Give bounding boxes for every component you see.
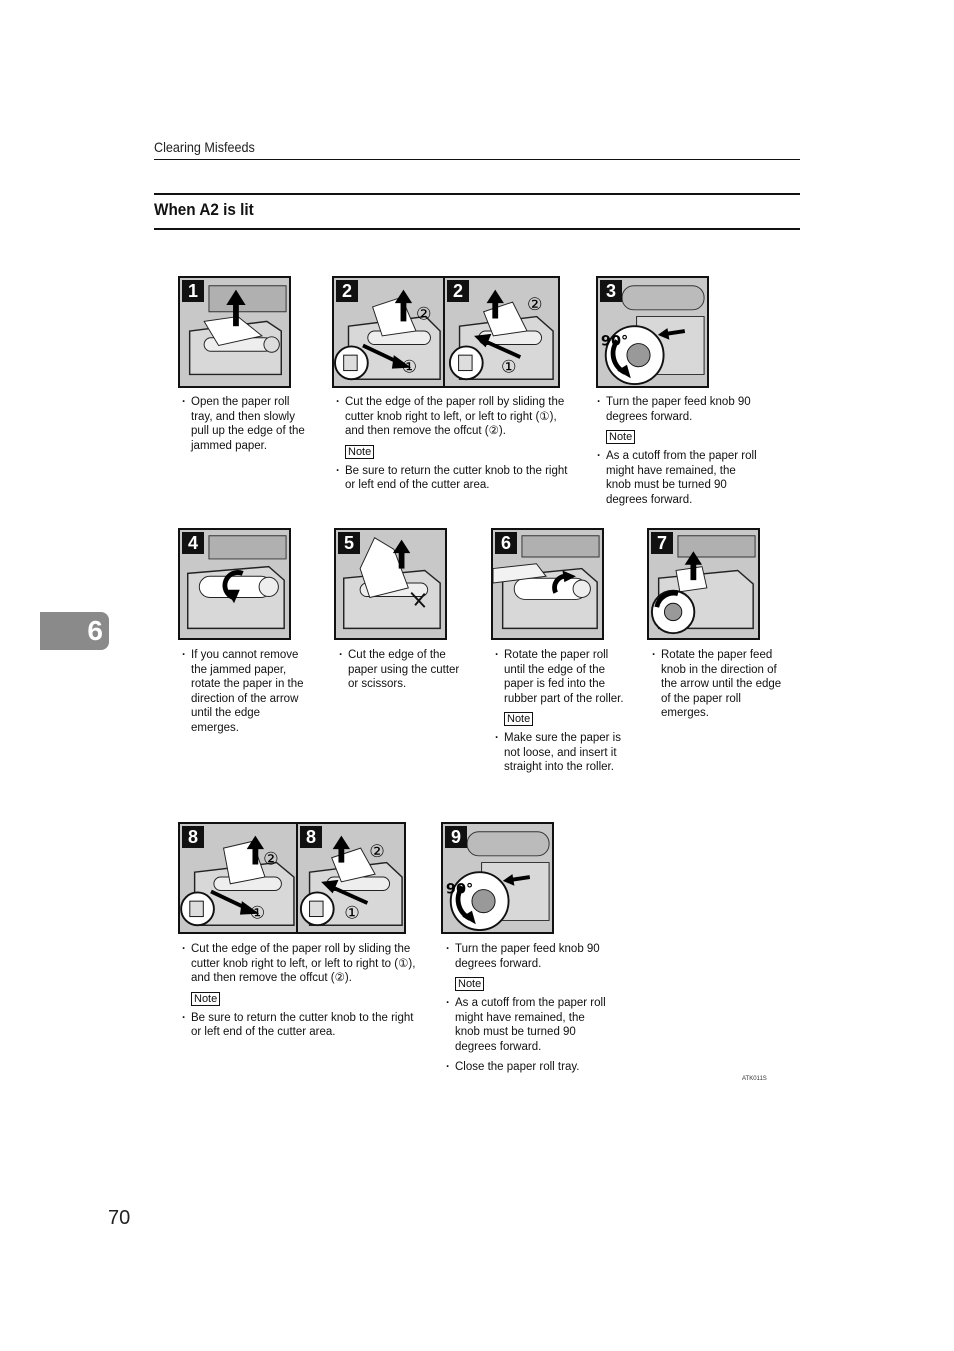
- step-9-illustration: [441, 822, 554, 934]
- callout-2-s8-alt: ②: [369, 841, 385, 862]
- step-2-note: · Be sure to return the cutter knob to the right or left end of the cutter area.: [336, 464, 576, 493]
- step-1-illustration: [178, 276, 291, 388]
- callout-1-alt: ①: [501, 357, 517, 378]
- step-4-illustration: [178, 528, 291, 640]
- step-2-badge: 2: [336, 280, 358, 302]
- step-4-badge: 4: [182, 532, 204, 554]
- step-2-text: · Cut the edge of the paper roll by sliding the cutter knob right to left, or left to right (①), and then remove the offcut (②).: [336, 395, 576, 439]
- step-9-text: · Turn the paper feed knob 90 degrees forward.: [446, 942, 606, 971]
- step-4-text: · If you cannot remove the jammed paper, rotate the paper in the direction of the arrow until the edge emerges.: [182, 648, 307, 735]
- step-2-illustration-left: [332, 276, 446, 388]
- step-2-caption: [336, 395, 576, 493]
- step-2-note-label: Note: [345, 445, 374, 459]
- callout-1: ①: [401, 357, 418, 378]
- step-8-badge: 8: [182, 826, 204, 848]
- callout-1-s8: ①: [249, 903, 266, 924]
- header-rule: [154, 159, 800, 160]
- callout-2-alt: ②: [527, 294, 543, 315]
- page-number: 70: [108, 1207, 131, 1229]
- section-title: When A2 is lit: [154, 200, 254, 219]
- figure-id: ATK011S: [742, 1076, 767, 1082]
- step-8-text: · Cut the edge of the paper roll by sliding the cutter knob right to left, or left to right to (①), and then remove the offcut (②).: [182, 942, 417, 986]
- step-8-illustration-left: [178, 822, 299, 934]
- section-rule-bottom: [154, 228, 800, 230]
- step-8-caption: [182, 942, 417, 1040]
- step-7-badge: 7: [651, 532, 673, 554]
- angle-label-9: 90°: [445, 881, 474, 898]
- step-8-note-label: Note: [191, 992, 220, 1006]
- step-1-caption: [182, 395, 307, 453]
- step-6-note-label: Note: [504, 712, 533, 726]
- step-3-note: · As a cutoff from the paper roll might have remained, the knob must be turned 90 degrees forward.: [597, 449, 757, 507]
- step-1-text: · Open the paper roll tray, and then slowly pull up the edge of the jammed paper.: [182, 395, 307, 453]
- step-2-badge-alt: 2: [447, 280, 469, 302]
- step-3-caption: [597, 395, 757, 507]
- step-5-illustration: [334, 528, 447, 640]
- callout-1-s8-alt: ①: [344, 903, 360, 924]
- step-6-note: · Make sure the paper is not loose, and insert it straight into the roller.: [495, 731, 625, 775]
- step-6-text: · Rotate the paper roll until the edge of the paper is fed into the rubber part of the roller.: [495, 648, 625, 706]
- step-9-caption: [446, 942, 606, 1075]
- step-8-note: · Be sure to return the cutter knob to the right or left end of the cutter area.: [182, 1011, 417, 1040]
- step-7-caption: [652, 648, 782, 721]
- step-9-extra: · Close the paper roll tray.: [446, 1060, 606, 1075]
- step-9-note-label: Note: [455, 977, 484, 991]
- step-1-badge: 1: [182, 280, 204, 302]
- step-5-badge: 5: [338, 532, 360, 554]
- step-6-badge: 6: [495, 532, 517, 554]
- step-5-caption: [339, 648, 464, 692]
- callout-2-s8: ②: [263, 849, 279, 870]
- angle-label: 90°: [600, 333, 629, 350]
- step-8-badge-alt: 8: [300, 826, 322, 848]
- running-head: Clearing Misfeeds: [154, 139, 255, 155]
- step-4-caption: [182, 648, 307, 735]
- step-3-illustration: [596, 276, 709, 388]
- step-3-text: · Turn the paper feed knob 90 degrees forward.: [597, 395, 757, 424]
- step-5-text: · Cut the edge of the paper using the cutter or scissors.: [339, 648, 464, 692]
- step-7-illustration: [647, 528, 760, 640]
- callout-2: ②: [416, 304, 432, 325]
- step-8-illustration-right: [296, 822, 406, 934]
- step-6-illustration: [491, 528, 604, 640]
- step-3-badge: 3: [600, 280, 622, 302]
- step-7-text: · Rotate the paper feed knob in the direction of the arrow until the edge of the paper roll emerges.: [652, 648, 782, 721]
- step-9-badge: 9: [445, 826, 467, 848]
- step-9-note: · As a cutoff from the paper roll might have remained, the knob must be turned 90 degrees forward.: [446, 996, 606, 1054]
- step-6-caption: [495, 648, 625, 775]
- step-3-note-label: Note: [606, 430, 635, 444]
- step-2-illustration-right: [443, 276, 560, 388]
- chapter-tab: 6: [40, 612, 109, 650]
- section-rule-top: [154, 193, 800, 195]
